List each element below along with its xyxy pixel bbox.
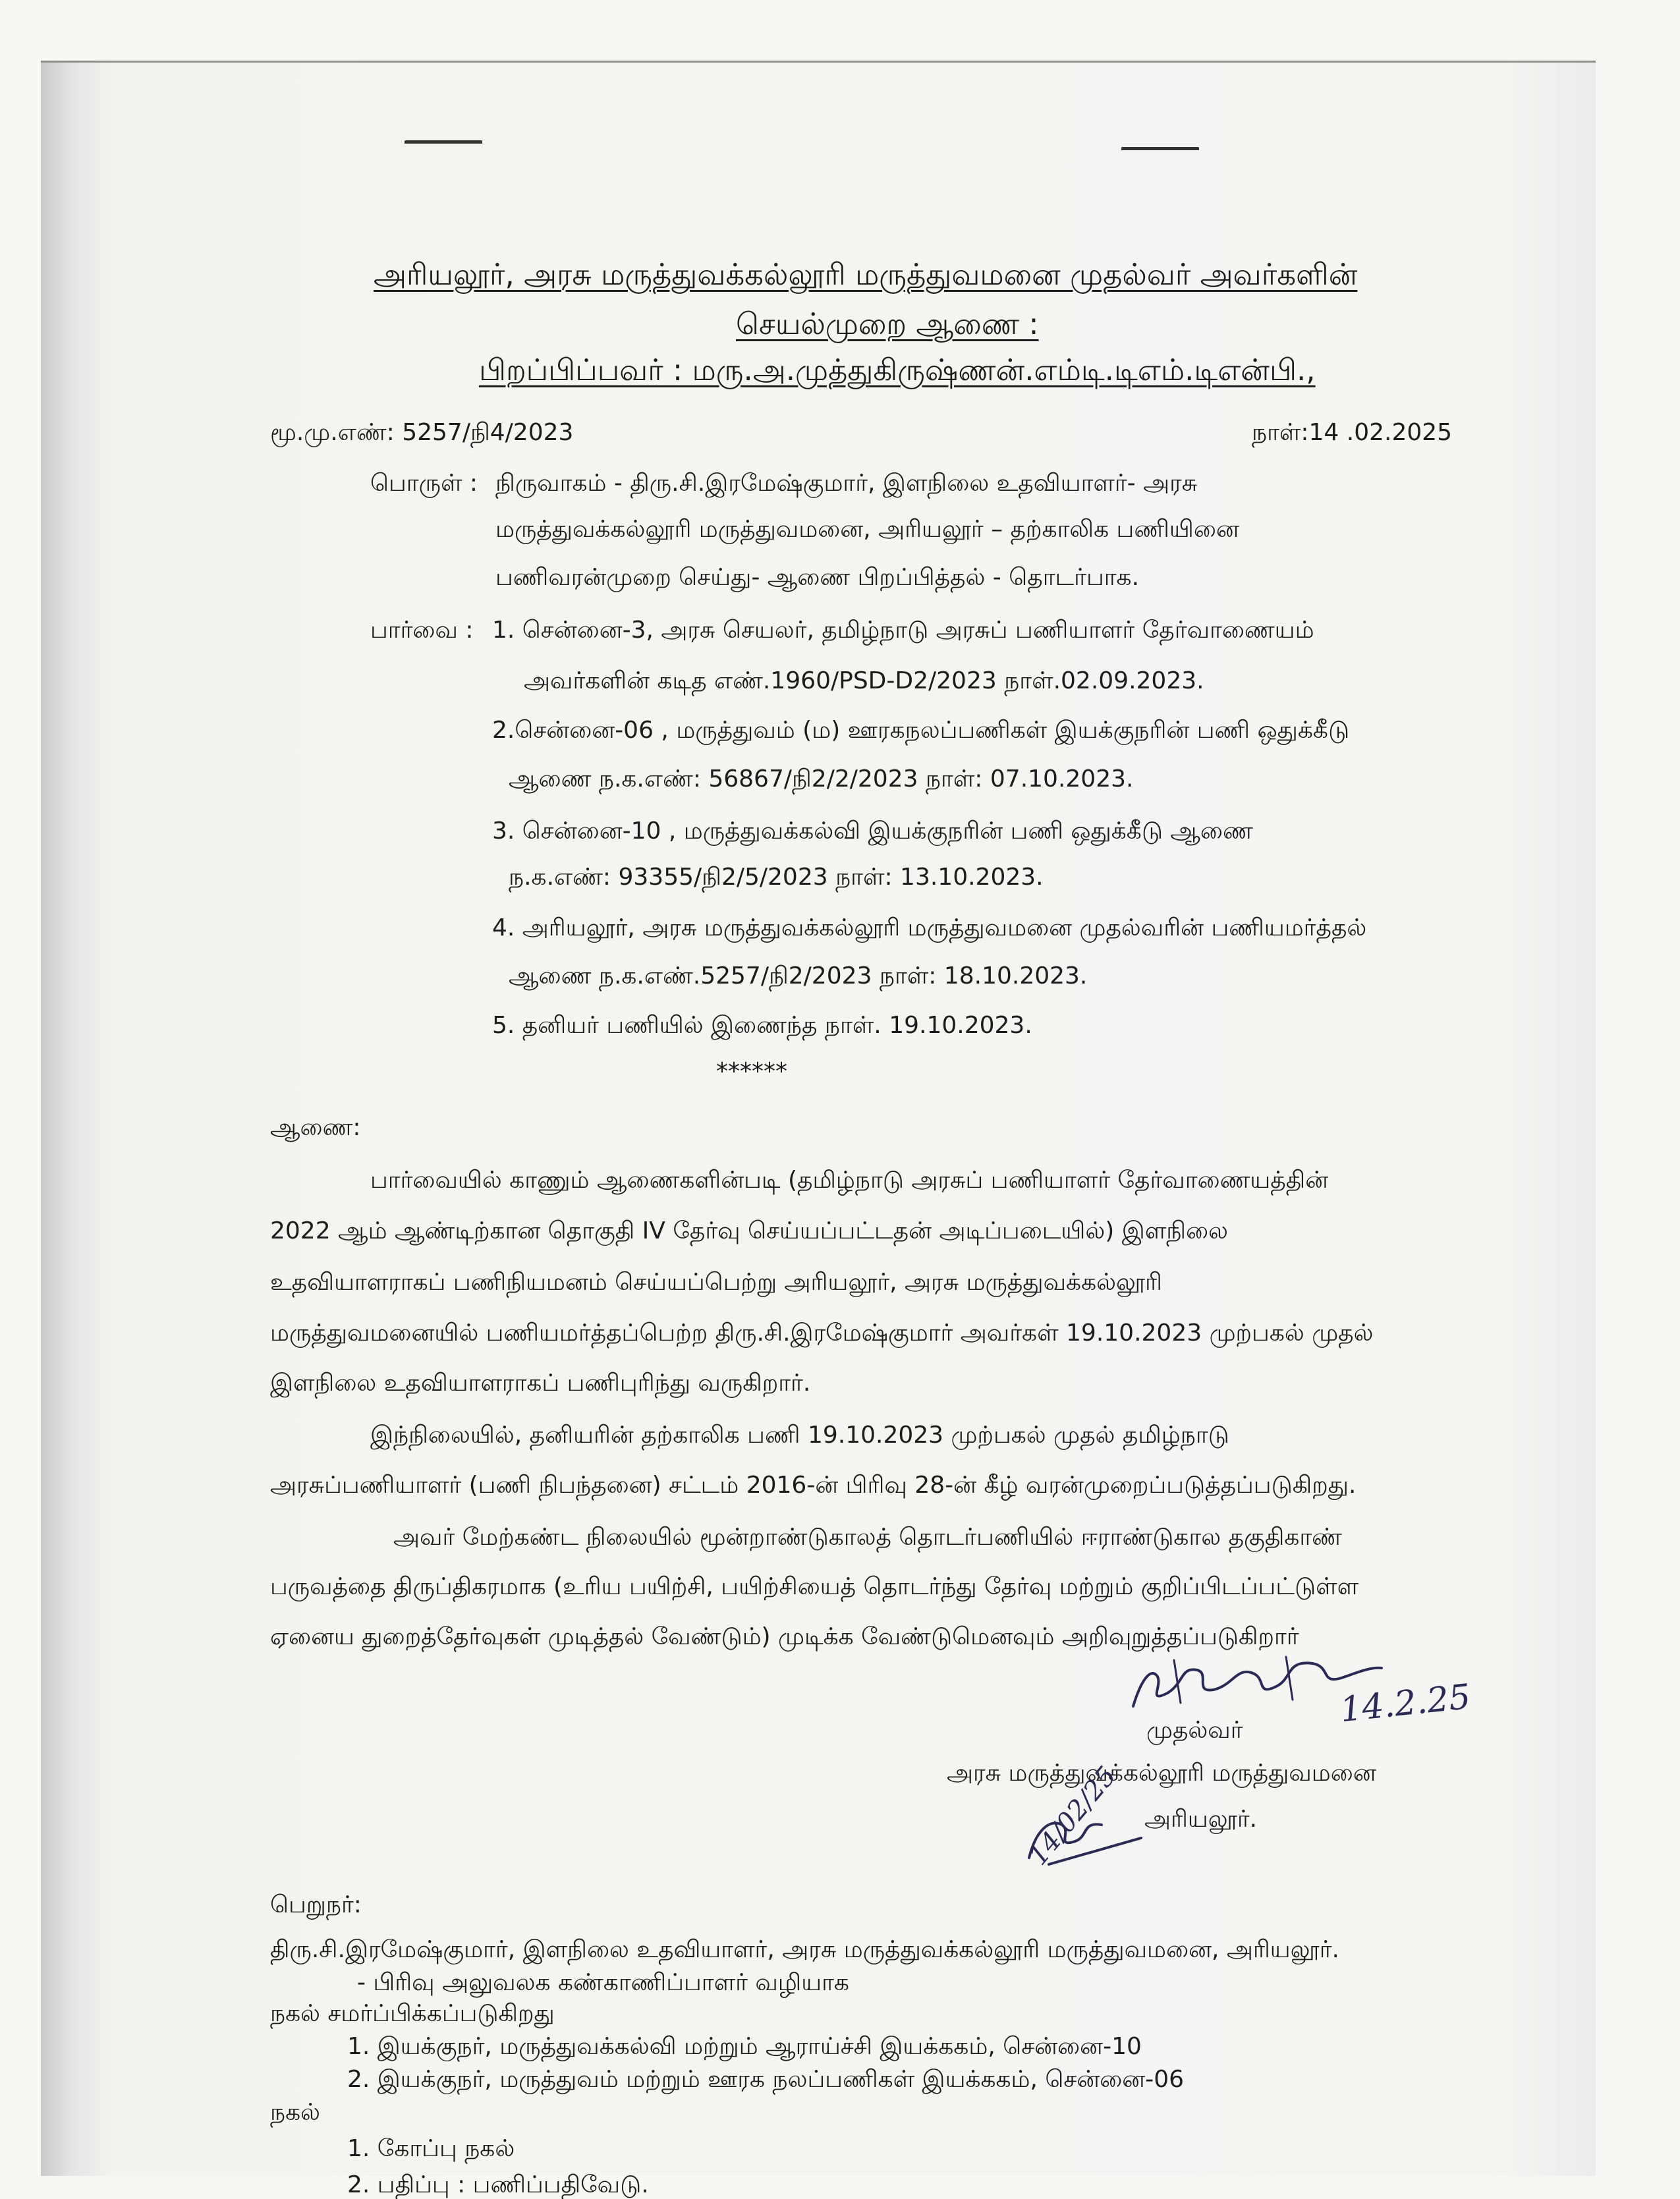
staple-mark-left (405, 140, 482, 150)
header-title-line2: செயல்முறை ஆணை : (736, 306, 1039, 341)
staple-mark-right (1121, 147, 1199, 157)
separator-stars: ****** (716, 1058, 787, 1085)
order-para1-line3: உதவியாளராகப் பணிநியமனம் செய்யப்பெற்று அரியலூர், அரசு மருத்துவக்கல்லூரி (270, 1269, 1162, 1296)
copy-submitted-item-2: 2. இயக்குநர், மருத்துவம் மற்றும் ஊரக நலப்பணிகள் இயக்ககம், சென்னை-06 (347, 2066, 1185, 2093)
handwritten-date: 14.2.25 (1338, 1677, 1473, 1731)
copy-submitted-label: நகல் சமர்ப்பிக்கப்படுகிறது (270, 2000, 555, 2027)
header-title-line1: அரியலூர், அரசு மருத்துவக்கல்லூரி மருத்துவமனை முதல்வர் அவர்களின் (374, 257, 1358, 292)
copy-submitted-item-1: 1. இயக்குநர், மருத்துவக்கல்வி மற்றும் ஆராய்ச்சி இயக்ககம், சென்னை-10 (347, 2033, 1142, 2060)
order-para1-line5: இளநிலை உதவியாளராகப் பணிபுரிந்து வருகிறார். (270, 1370, 811, 1397)
copy-item-1: 1. கோப்பு நகல் (347, 2135, 515, 2162)
reference-item-4-cont: ஆணை ந.க.எண்.5257/நி2/2023 நாள்: 18.10.2023. (509, 962, 1088, 989)
signatory-place: அரியலூர். (1144, 1806, 1258, 1833)
recipient-via: - பிரிவு அலுவலக கண்காணிப்பாளர் வழியாக (357, 1969, 849, 1996)
signatory-office: அரசு மருத்துவக்கல்லூரி மருத்துவமனை (947, 1760, 1376, 1787)
reference-item-5: 5. தனியர் பணியில் இணைந்த நாள். 19.10.2023. (492, 1012, 1032, 1039)
order-date: நாள்:14 .02.2025 (1252, 419, 1453, 446)
reference-item-3: 3. சென்னை-10 , மருத்துவக்கல்வி இயக்குநரின் பணி ஒதுக்கீடு ஆணை (492, 818, 1253, 845)
order-para1-line2: 2022 ஆம் ஆண்டிற்கான தொகுதி IV தேர்வு செய்யப்பட்டதன் அடிப்படையில்) இளநிலை (270, 1217, 1228, 1244)
copy-item-2: 2. பதிப்பு : பணிப்பதிவேடு. (347, 2171, 649, 2198)
reference-item-4: 4. அரியலூர், அரசு மருத்துவக்கல்லூரி மருத்துவமனை முதல்வரின் பணியமர்த்தல் (492, 914, 1367, 941)
subject-line-3: பணிவரன்முறை செய்து- ஆணை பிறப்பித்தல் - தொடர்பாக. (495, 564, 1140, 591)
reference-item-1: 1. சென்னை-3, அரசு செயலர், தமிழ்நாடு அரசுப் பணியாளர் தேர்வாணையம் (492, 617, 1314, 644)
order-para3-line3: ஏனைய துறைத்தேர்வுகள் முடித்தல் வேண்டும்) முடிக்க வேண்டுமெனவும் அறிவுறுத்தப்படுகிறார் (270, 1623, 1299, 1650)
subject-line-1: நிருவாகம் - திரு.சி.இரமேஷ்குமார், இளநிலை உதவியாளர்- அரசு (495, 470, 1198, 497)
document-page (41, 61, 1596, 2198)
subject-line-2: மருத்துவக்கல்லூரி மருத்துவமனை, அரியலூர் – தற்காலிக பணியினை (495, 516, 1239, 543)
order-label: ஆணை: (270, 1114, 361, 1141)
order-para1-line1: பார்வையில் காணும் ஆணைகளின்படி (தமிழ்நாடு அரசுப் பணியாளர் தேர்வாணையத்தின் (370, 1167, 1329, 1194)
order-para2-line2: அரசுப்பணியாளர் (பணி நிபந்தனை) சட்டம் 2016-ன் பிரிவு 28-ன் கீழ் வரன்முறைப்படுத்தப்படுகிறது. (270, 1472, 1357, 1499)
copy-label: நகல் (270, 2099, 321, 2126)
initials-date: 14/02/25 (1022, 1761, 1123, 1872)
reference-item-2: 2.சென்னை-06 , மருத்துவம் (ம) ஊரகநலப்பணிகள் இயக்குநரின் பணி ஒதுக்கீடு (492, 717, 1350, 744)
order-para1-line4: மருத்துவமனையில் பணியமர்த்தப்பெற்ற திரு.சி.இரமேஷ்குமார் அவர்கள் 19.10.2023 முற்பகல் முதல் (270, 1320, 1374, 1347)
order-para2-line1: இந்நிலையில், தனியரின் தற்காலிக பணி 19.10.2023 முற்பகல் முதல் தமிழ்நாடு (370, 1422, 1229, 1449)
reference-item-1-cont: அவர்களின் கடித எண்.1960/PSD-D2/2023 நாள்.02.09.2023. (524, 667, 1204, 694)
reference-number: மூ.மு.எண்: 5257/நி4/2023 (270, 419, 574, 446)
recipient-line: திரு.சி.இரமேஷ்குமார், இளநிலை உதவியாளர், அரசு மருத்துவக்கல்லூரி மருத்துவமனை, அரியலூர். (270, 1936, 1339, 1963)
recipient-label: பெறுநர்: (270, 1891, 362, 1918)
reference-label: பார்வை : (370, 617, 474, 644)
order-para3-line2: பருவத்தை திருப்திகரமாக (உரிய பயிற்சி, பயிற்சியைத் தொடர்ந்து தேர்வு மற்றும் குறிப்பிடப்பட்டுள்ள (270, 1573, 1359, 1600)
order-para3-line1: அவர் மேற்கண்ட நிலையில் மூன்றாண்டுகாலத் தொடர்பணியில் ஈராண்டுகால தகுதிகாண் (393, 1524, 1342, 1551)
subject-label: பொருள் : (370, 470, 478, 497)
reference-item-3-cont: ந.க.எண்: 93355/நி2/5/2023 நாள்: 13.10.2023. (509, 864, 1044, 891)
signatory-designation: முதல்வர் (1146, 1717, 1243, 1744)
reference-item-2-cont: ஆணை ந.க.எண்: 56867/நி2/2/2023 நாள்: 07.10.2023. (509, 765, 1134, 793)
header-issuer-line: பிறப்பிப்பவர் : மரு.அ.முத்துகிருஷ்ணன்.எம்டி.டிஎம்.டிஎன்பி., (479, 352, 1316, 387)
